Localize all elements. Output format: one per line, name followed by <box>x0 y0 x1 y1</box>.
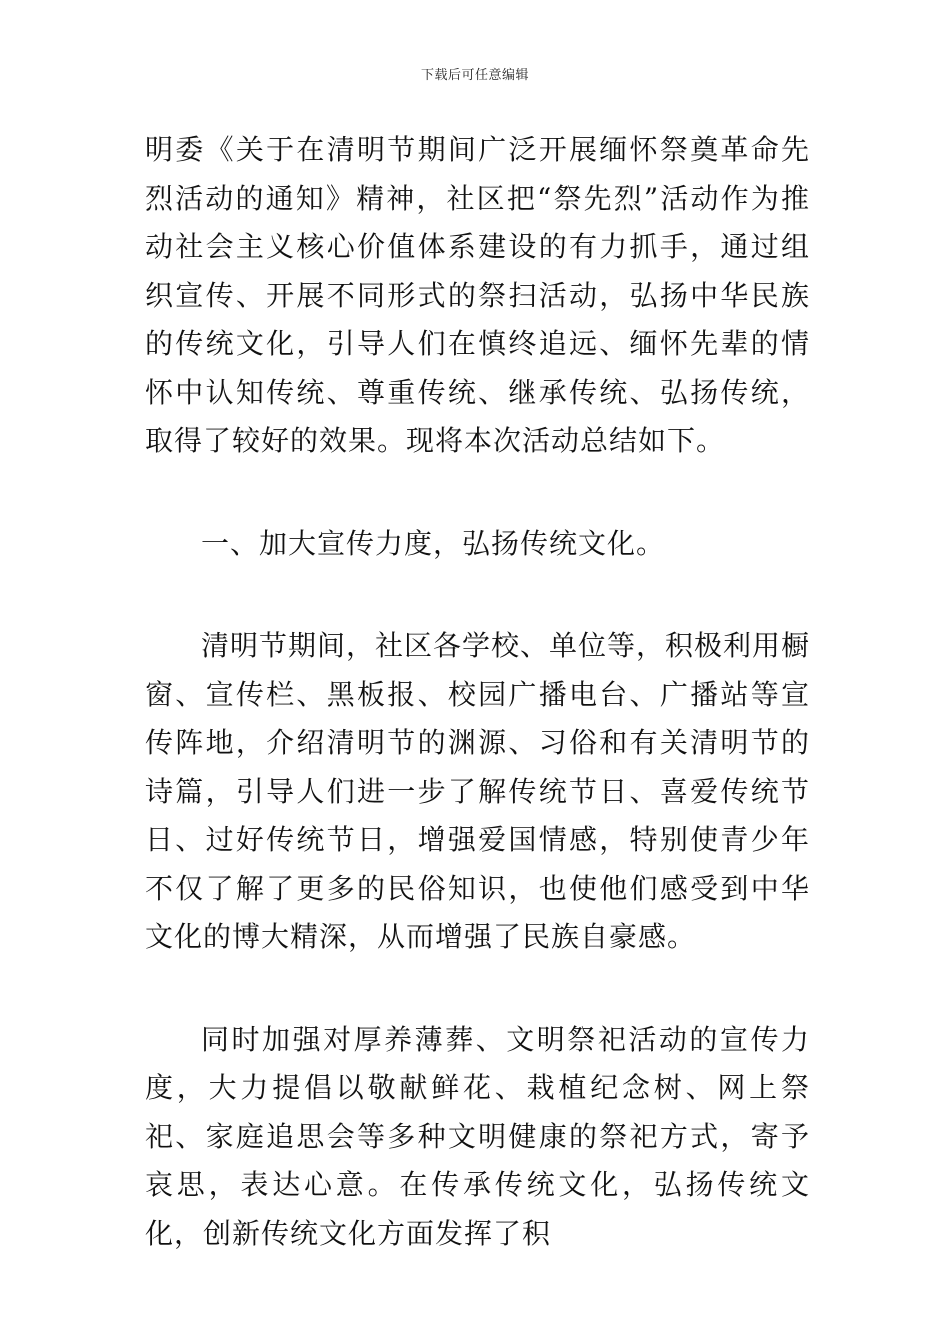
paragraph-publicity: 清明节期间，社区各学校、单位等，积极利用橱窗、宣传栏、黑板报、校园广播电台、广播站等宣传阵地，介绍清明节的渊源、习俗和有关清明节的诗篇，引导人们进一步了解传统节日、喜爱传统节日、过好传统节日，增强爱国情感，特别使青少年不仅了解了更多的民俗知识，也使他们感受到中华文化的博大精深，从而增强了民族自豪感。 <box>145 629 811 953</box>
paragraph-intro: 明委《关于在清明节期间广泛开展缅怀祭奠革命先烈活动的通知》精神，社区把“祭先烈”活动作为推动社会主义核心价值体系建设的有力抓手，通过组织宣传、开展不同形式的祭扫活动，弘扬中华民族的传统文化，引导人们在慎终追远、缅怀先辈的情怀中认知传统、尊重传统、继承传统、弘扬传统，取得了较好的效果。现将本次活动总结如下。 <box>145 133 810 457</box>
paragraph-civilized-rites: 同时加强对厚养薄葬、文明祭祀活动的宣传力度，大力提倡以敬献鲜花、栽植纪念树、网上祭祀、家庭追思会等多种文明健康的祭祀方式，寄予哀思，表达心意。在传承传统文化，弘扬传统文化，创新传统文化方面发挥了积 <box>145 1022 810 1250</box>
document-body <box>145 126 810 1258</box>
page-header: 下载后可任意编辑 <box>420 68 529 83</box>
section-heading: 一、加大宣传力度，弘扬传统文化。 <box>201 526 666 560</box>
